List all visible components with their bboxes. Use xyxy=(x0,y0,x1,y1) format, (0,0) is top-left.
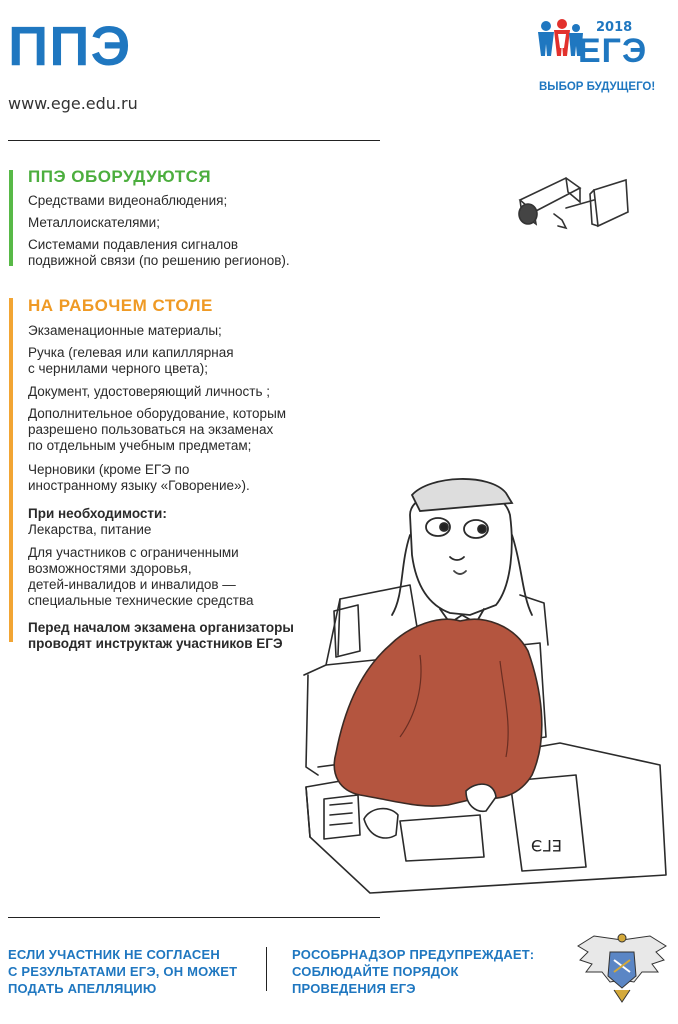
divider-top xyxy=(8,140,380,141)
desk-paper-label: ЕГЭ xyxy=(530,836,562,855)
logo-wordmark: ЕГЭ xyxy=(578,32,648,70)
if-needed-label: При необходимости: xyxy=(28,506,167,521)
student-at-desk-illustration xyxy=(300,475,672,895)
equipment-item: Системами подавления сигналов подвижной связи (по решению регионов). xyxy=(28,237,290,268)
page-title: ППЭ xyxy=(8,14,132,77)
desk-item: Документ, удостоверяющий личность ; xyxy=(28,384,271,399)
rosobrnadzor-emblem-icon xyxy=(574,930,670,1006)
section-accent-bar-orange xyxy=(9,298,13,642)
desk-item: Экзаменационные материалы; xyxy=(28,323,222,338)
section-accent-bar-green xyxy=(9,170,13,266)
equipment-item: Средствами видеонаблюдения; xyxy=(28,193,228,208)
desk-item: Ручка (гелевая или капиллярная с чернилами черного цвета); xyxy=(28,345,234,376)
divider-bottom xyxy=(8,917,380,918)
section-heading-equipment: ППЭ ОБОРУДУЮТСЯ xyxy=(28,167,212,186)
equipment-item: Металлоискателями; xyxy=(28,215,160,230)
camera-icon xyxy=(514,168,644,238)
desk-item: Дополнительное оборудование, которым разрешено пользоваться на экзаменах по отдельным учебным предметам; xyxy=(28,406,287,453)
footer-divider xyxy=(266,947,267,991)
section-heading-desk: НА РАБОЧЕМ СТОЛЕ xyxy=(28,296,213,315)
logo-slogan: ВЫБОР БУДУЩЕГО! xyxy=(539,81,656,93)
rosobrnadzor-warning: РОСОБРНАДЗОР ПРЕДУПРЕЖДАЕТ: СОБЛЮДАЙТЕ ПОРЯДОК ПРОВЕДЕНИЯ ЕГЭ xyxy=(292,947,535,996)
appeal-notice: ЕСЛИ УЧАСТНИК НЕ СОГЛАСЕН С РЕЗУЛЬТАТАМИ ЕГЭ, ОН МОЖЕТ ПОДАТЬ АПЕЛЛЯЦИЮ xyxy=(8,947,238,996)
briefing-note: Перед началом экзамена организаторы проводят инструктаж участников ЕГЭ xyxy=(28,620,294,651)
if-needed-item: Для участников с ограниченными возможностями здоровья, детей-инвалидов и инвалидов — специальные технические средства xyxy=(28,545,254,608)
website-link[interactable]: www.ege.edu.ru xyxy=(8,94,138,113)
if-needed-item: Лекарства, питание xyxy=(28,522,152,537)
desk-item: Черновики (кроме ЕГЭ по иностранному языку «Говорение»). xyxy=(28,462,250,493)
logo-year: 2018 xyxy=(596,20,633,35)
